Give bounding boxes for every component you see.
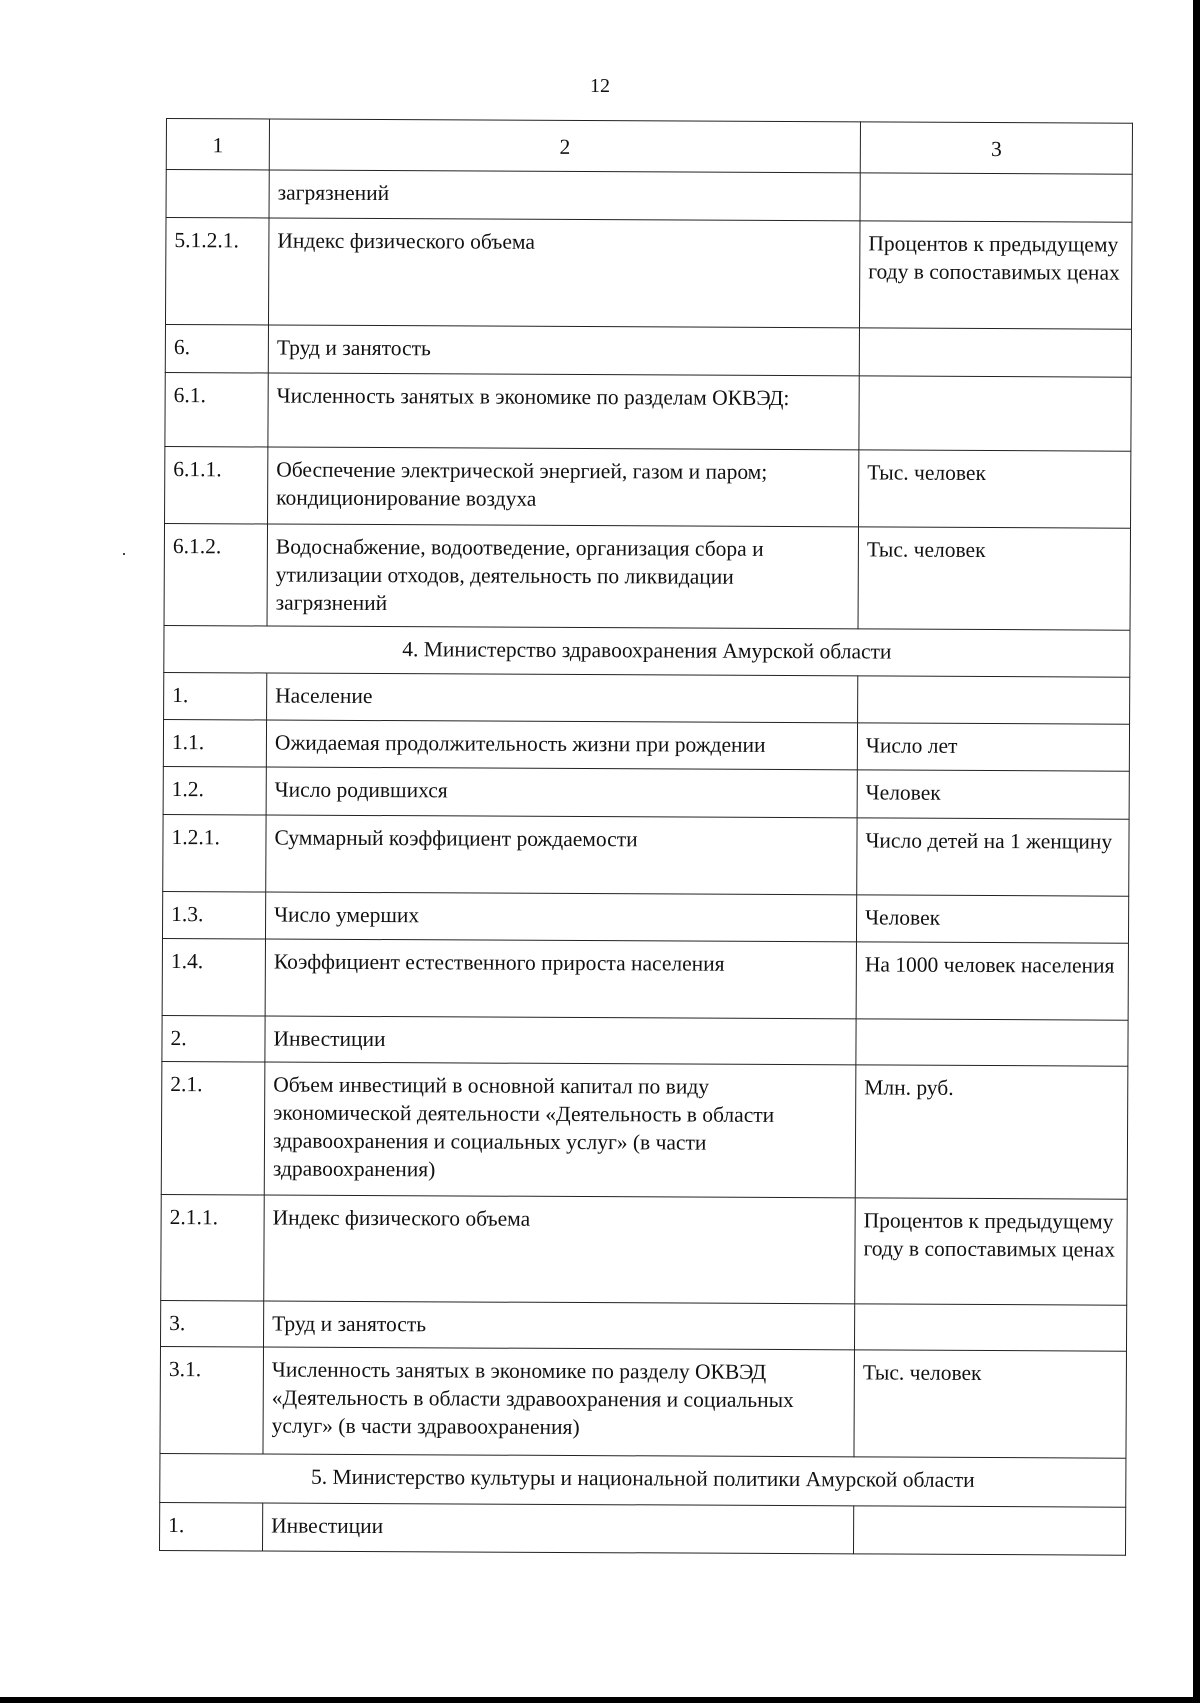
row-unit-cell: Млн. руб. [855,1065,1128,1199]
scan-speck [123,553,125,555]
table-row [162,891,1128,943]
row-unit-cell [853,1506,1125,1555]
row-number-cell: 2.1.1. [161,1194,265,1301]
row-unit-cell [858,676,1130,724]
row-unit-cell: Тыс. человек [858,527,1130,630]
row-number-cell: 1.2.1. [163,814,266,892]
row-number-cell: 3.1. [160,1346,264,1454]
row-indicator-cell: Труд и занятость [268,325,859,376]
table-row [164,672,1130,724]
row-unit-cell: Число лет [857,723,1129,771]
row-indicator-cell: Объем инвестиций в основной капитал по виду экономической деятельности «Деятельность в области здравоохранения и социальных услуг» (в части здравоохранения) [264,1062,856,1198]
row-unit-cell: Процентов к предыдущему году в сопоставимых ценах [859,221,1132,329]
row-number-cell: 1. [159,1502,262,1551]
table-row [162,938,1128,1020]
row-unit-cell [856,1019,1128,1066]
row-number-cell: 3. [160,1300,263,1347]
row-unit-cell [854,1304,1126,1351]
section-title: 5. Министерство культуры и национальной политики Амурской области [160,1453,1126,1507]
row-number-cell: 6.1. [165,372,268,447]
section-title: 4. Министерство здравоохранения Амурской области [164,625,1130,677]
row-number-cell: 6.1.1. [165,446,268,524]
table-row [163,814,1129,896]
row-indicator-cell: Суммарный коэффициент рождаемости [266,815,857,895]
row-unit-cell [859,328,1131,377]
row-indicator-cell: Водоснабжение, водоотведение, организация сбора и утилизации отходов, деятельность по ликвидации загрязнений [267,524,858,629]
table-row [165,324,1131,377]
table-row [165,372,1131,451]
row-indicator-cell: Население [267,673,858,723]
row-indicator-cell: Труд и занятость [263,1301,854,1350]
row-indicator-cell: Индекс физического объема [264,1195,856,1304]
row-number-cell: 1.2. [163,766,266,815]
row-unit-cell: Человек [856,895,1128,943]
header-col-indicator: 2 [269,119,860,173]
table-row [161,1194,1128,1305]
row-indicator-cell: Инвестиции [265,1016,856,1065]
row-unit-cell [860,173,1132,222]
row-unit-cell: Человек [857,770,1129,819]
row-number-cell: 1.1. [163,719,266,767]
row-number-cell: 1. [164,672,267,720]
row-unit-cell: Число детей на 1 женщину [857,818,1129,896]
row-indicator-cell: Численность занятых в экономике по разделам ОКВЭД: [268,373,859,450]
row-indicator-cell: Число умерших [265,892,856,942]
row-number-cell: 2.1. [161,1061,265,1195]
table-row [161,1061,1128,1199]
indicators-table [159,118,1133,1556]
row-indicator-cell: Инвестиции [262,1503,853,1554]
table-row [162,1015,1128,1066]
table-row [163,766,1129,819]
scan-edge-right [1193,0,1200,1703]
row-unit-cell [859,376,1131,451]
row-unit-cell: Тыс. человек [854,1350,1127,1458]
row-number-cell: 6.1.2. [164,523,267,626]
row-indicator-cell: Обеспечение электрической энергией, газом и паром; кондиционирование воздуха [268,447,859,527]
row-indicator-cell: Численность занятых в экономике по разделу ОКВЭД «Деятельность в области здравоохранения и социальных услуг» (в части здравоохранения) [263,1347,855,1457]
row-number-cell: 1.4. [162,938,265,1016]
row-indicator-cell: загрязнений [269,170,860,221]
table-row [159,1502,1125,1555]
row-number-cell: 1.3. [162,891,265,939]
table-row [160,1346,1127,1458]
scan-edge-bottom [0,1697,1200,1703]
table-row [163,719,1129,771]
row-number-cell [166,170,269,219]
table-row [166,170,1132,223]
section-row [160,1453,1126,1507]
table-row [160,1300,1126,1351]
row-number-cell: 6. [165,324,268,373]
row-indicator-cell: Число родившихся [266,767,857,818]
page-number: 12 [590,75,610,97]
row-unit-cell: Тыс. человек [859,450,1131,528]
row-unit-cell: На 1000 человек населения [856,942,1128,1020]
header-col-unit: 3 [860,122,1132,174]
table-row [165,446,1131,528]
row-number-cell: 5.1.2.1. [165,218,269,326]
table-row [164,523,1130,630]
row-indicator-cell: Коэффициент естественного прироста населения [265,939,856,1019]
row-unit-cell: Процентов к предыдущему году в сопоставимых ценах [855,1198,1128,1305]
section-row [164,625,1130,677]
row-indicator-cell: Ожидаемая продолжительность жизни при рождении [266,720,857,770]
table-header-row [166,119,1132,175]
header-col-number: 1 [166,119,269,171]
row-indicator-cell: Индекс физического объема [268,218,860,328]
row-number-cell: 2. [162,1015,265,1062]
table-row [165,218,1132,330]
